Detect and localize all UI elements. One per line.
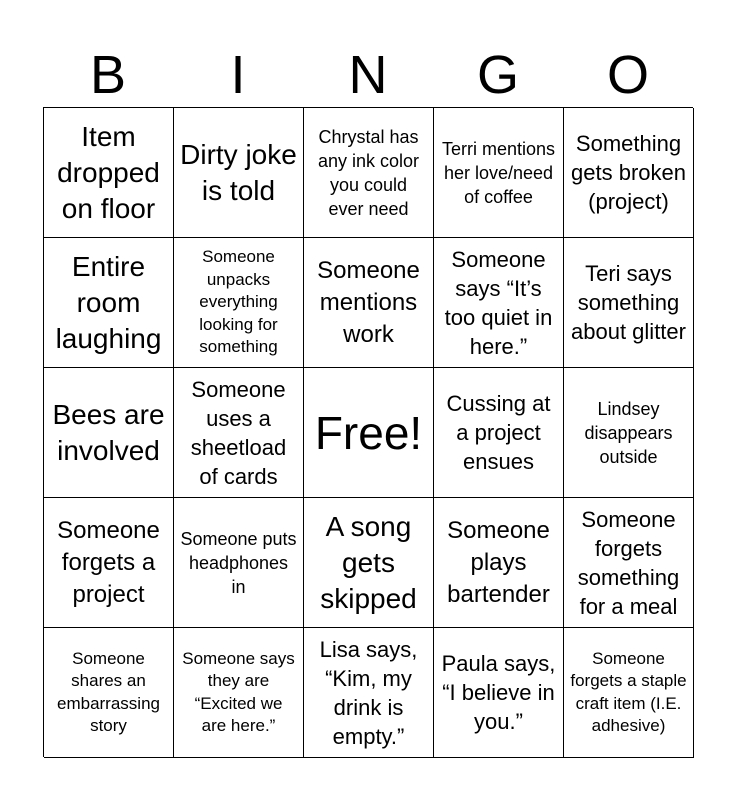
free-space-text: Free! (314, 406, 423, 459)
bingo-cell[interactable] (434, 368, 564, 498)
cell-text: Dirty joke is told (180, 138, 297, 206)
bingo-cell[interactable] (564, 368, 694, 498)
bingo-cell[interactable] (174, 628, 304, 758)
bingo-cell[interactable] (174, 238, 304, 368)
cell-text: Item dropped on floor (57, 120, 160, 224)
cell-text: Bees are involved (52, 398, 165, 466)
header-letter-i: I (230, 45, 246, 105)
cell-text: Chrystal has any ink color you could ever need (317, 126, 420, 219)
cell-text: Someone says “It’s too quiet in here.” (444, 246, 553, 359)
free-space-cell[interactable] (304, 368, 434, 498)
bingo-cell[interactable] (564, 498, 694, 628)
header-letter-o: O (606, 45, 649, 105)
bingo-cell[interactable] (44, 628, 174, 758)
cell-text: Someone forgets a staple craft item (I.E. adhesive) (570, 648, 687, 735)
bingo-cell[interactable] (174, 498, 304, 628)
cell-text: Cussing at a project ensues (446, 391, 551, 474)
bingo-cell[interactable] (434, 238, 564, 368)
cell-text: Something gets broken (project) (571, 131, 686, 214)
cell-text: Someone plays bartender (447, 516, 550, 608)
bingo-cell[interactable] (434, 498, 564, 628)
cell-text: Teri says something about glitter (571, 261, 686, 344)
bingo-cell[interactable] (174, 368, 304, 498)
cell-text: Someone says they are “Excited we are here.” (182, 648, 295, 735)
cell-text: Terri mentions her love/need of coffee (441, 138, 556, 207)
cell-text: Entire room laughing (55, 250, 162, 354)
bingo-cell[interactable] (44, 498, 174, 628)
cell-text: Someone uses a sheetload of cards (190, 376, 287, 489)
bingo-cell[interactable] (434, 108, 564, 238)
cell-text: Someone shares an embarrassing story (57, 648, 160, 735)
cell-text: Lisa says, “Kim, my drink is empty.” (319, 636, 418, 749)
bingo-cell[interactable] (304, 498, 434, 628)
cell-text: Paula says, “I believe in you.” (441, 651, 556, 734)
cell-text: Someone unpacks everything looking for something (199, 247, 278, 357)
bingo-cell[interactable] (174, 108, 304, 238)
cell-text: Someone forgets a project (57, 516, 160, 608)
bingo-cell[interactable] (44, 368, 174, 498)
bingo-header (43, 44, 693, 106)
bingo-cell[interactable] (564, 628, 694, 758)
bingo-card-grid (43, 107, 693, 757)
bingo-cell[interactable] (44, 108, 174, 238)
bingo-cell[interactable] (304, 238, 434, 368)
bingo-cell[interactable] (44, 238, 174, 368)
cell-text: Someone mentions work (317, 256, 420, 348)
cell-text: Someone forgets something for a meal (577, 506, 680, 619)
header-letter-g: G (476, 45, 519, 105)
bingo-cell[interactable] (304, 108, 434, 238)
bingo-cell[interactable] (564, 238, 694, 368)
bingo-cell[interactable] (564, 108, 694, 238)
header-letter-n: N (348, 45, 388, 105)
bingo-cell[interactable] (434, 628, 564, 758)
cell-text: A song gets skipped (320, 510, 417, 614)
cell-text: Lindsey disappears outside (584, 398, 673, 467)
cell-text: Someone puts headphones in (180, 528, 297, 597)
header-letter-b: B (89, 45, 127, 105)
bingo-cell[interactable] (304, 628, 434, 758)
